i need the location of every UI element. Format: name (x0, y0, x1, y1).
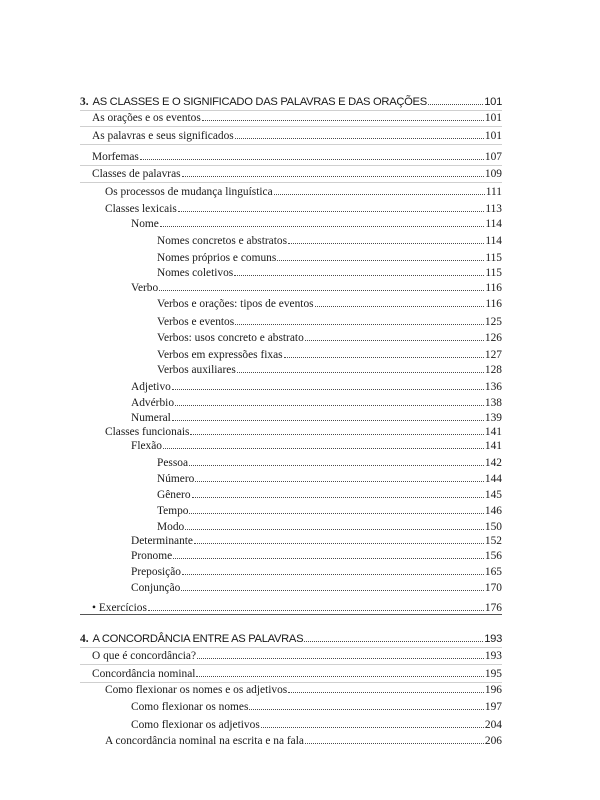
toc-entry-label: Número (157, 473, 195, 485)
toc-entry-page-number: 114 (485, 218, 502, 230)
toc-entry-label: Numeral (131, 412, 171, 424)
dot-leader (182, 574, 484, 575)
toc-entry-page-number: 107 (484, 151, 502, 163)
dot-leader (194, 543, 484, 544)
dot-leader (172, 389, 484, 390)
toc-entry-page-number: 156 (484, 550, 502, 562)
toc-entry-label: Tempo (157, 505, 189, 517)
toc-entry-label: Como flexionar os nomes e os adjetivos (105, 684, 288, 696)
toc-entry-page-number: 204 (484, 719, 502, 731)
dot-leader (189, 513, 483, 514)
toc-entry-page-number: 116 (485, 298, 502, 310)
toc-entry[interactable] (157, 360, 502, 376)
toc-chapter-entry[interactable] (80, 92, 502, 108)
dot-leader (189, 465, 484, 466)
chapter-divider (80, 614, 502, 615)
toc-entry-label: Os processos de mudança linguística (105, 186, 273, 198)
toc-entry[interactable] (157, 345, 502, 361)
dot-leader (181, 590, 484, 591)
toc-entry[interactable] (131, 377, 502, 393)
toc-entry[interactable] (92, 664, 502, 680)
toc-entry-label: Advérbio (131, 397, 175, 409)
toc-entry-label: Nomes concretos e abstratos (157, 235, 288, 247)
toc-entry-page-number: 101 (484, 112, 502, 124)
dot-leader (274, 194, 485, 195)
dot-leader (305, 743, 484, 744)
toc-entry-label: Verbo (131, 282, 159, 294)
dot-leader (195, 481, 484, 482)
toc-entry[interactable] (131, 436, 502, 452)
toc-entry[interactable] (157, 312, 502, 328)
toc-entry-page-number: 127 (484, 349, 502, 361)
toc-entry-page-number: 109 (484, 168, 502, 180)
toc-entry-page-number: 176 (484, 602, 502, 614)
dot-leader (178, 211, 485, 212)
dot-leader (190, 434, 483, 435)
dot-leader (234, 275, 484, 276)
toc-entry-label: Nomes coletivos (157, 267, 234, 279)
dot-leader (249, 709, 484, 710)
toc-entry[interactable] (131, 278, 502, 294)
toc-entry-page-number: 195 (484, 668, 502, 680)
toc-entry-page-number: 193 (484, 633, 502, 645)
toc-entry-label: Verbos em expressões fixas (157, 349, 283, 361)
dot-leader (305, 340, 484, 341)
toc-entry[interactable] (92, 164, 502, 180)
toc-entry-page-number: 128 (484, 364, 502, 376)
toc-entry-label: Adjetivo (131, 381, 171, 393)
toc-entry-page-number: 150 (484, 521, 502, 533)
toc-entry-label: Classes funcionais (105, 426, 190, 438)
toc-entry[interactable] (157, 453, 502, 469)
dot-leader (182, 176, 484, 177)
toc-entry-label: Preposição (131, 566, 181, 578)
toc-entry-label: Verbos e orações: tipos de eventos (157, 298, 314, 310)
toc-entry[interactable] (157, 263, 502, 279)
dot-leader (196, 676, 483, 677)
toc-entry-page-number: 206 (484, 735, 502, 747)
toc-entry-label: Classes de palavras (92, 168, 181, 180)
toc-entry-label: Conjunção (131, 582, 181, 594)
toc-entry-label: O que é concordância? (92, 650, 197, 662)
toc-entry[interactable] (131, 393, 502, 409)
toc-entry-page-number: 116 (485, 282, 502, 294)
dot-leader (197, 658, 484, 659)
toc-entry-label: Gênero (157, 489, 191, 501)
toc-entry-label: Como flexionar os nomes (131, 701, 249, 713)
toc-entry-page-number: 115 (485, 267, 502, 279)
dot-leader (428, 104, 483, 105)
toc-entry-page-number: 196 (484, 684, 502, 696)
toc-entry[interactable] (157, 485, 502, 501)
toc-entry-label: Como flexionar os adjetivos (131, 719, 260, 731)
dot-leader (315, 306, 485, 307)
toc-entry[interactable] (92, 646, 502, 662)
toc-entry-page-number: 145 (484, 489, 502, 501)
toc-entry-label: Nomes próprios e comuns (157, 252, 277, 264)
toc-entry-page-number: 126 (484, 332, 502, 344)
toc-entry-label: Concordância nominal (92, 668, 196, 680)
toc-entry-label: AS CLASSES E O SIGNIFICADO DAS PALAVRAS E DAS ORAÇÕES (92, 96, 427, 108)
toc-entry[interactable] (131, 578, 502, 594)
toc-entry-page-number: 136 (484, 381, 502, 393)
dot-leader (163, 448, 484, 449)
toc-entry-page-number: 111 (485, 186, 502, 198)
entry-underline-rule (80, 144, 502, 145)
toc-entry-label: Morfemas (92, 151, 139, 163)
toc-entry-page-number: 113 (485, 203, 502, 215)
toc-entry-label: Flexão (131, 440, 163, 452)
toc-entry[interactable] (131, 562, 502, 578)
dot-leader (277, 260, 484, 261)
dot-leader (185, 529, 484, 530)
dot-leader (304, 641, 483, 642)
dot-leader (148, 610, 484, 611)
toc-entry[interactable] (157, 294, 502, 310)
toc-entry[interactable] (157, 328, 502, 344)
dot-leader (284, 357, 484, 358)
toc-chapter-entry[interactable] (80, 629, 502, 645)
toc-entry[interactable] (131, 715, 502, 731)
dot-leader (160, 226, 484, 227)
toc-entry-page-number: 193 (484, 650, 502, 662)
dot-leader (288, 692, 484, 693)
toc-entry[interactable] (92, 108, 502, 124)
toc-entry-page-number: 144 (484, 473, 502, 485)
toc-entry[interactable] (157, 501, 502, 517)
dot-leader (237, 372, 484, 373)
toc-entry[interactable] (131, 546, 502, 562)
dot-leader (175, 405, 484, 406)
toc-entry[interactable] (131, 214, 502, 230)
chapter-number: 3. (80, 96, 89, 108)
toc-entry[interactable] (157, 469, 502, 485)
dot-leader (192, 497, 484, 498)
toc-entry-page-number: 141 (484, 440, 502, 452)
toc-entry-label: A concordância nominal na escrita e na fala (105, 735, 304, 747)
dot-leader (159, 290, 484, 291)
toc-entry[interactable] (105, 731, 502, 747)
toc-entry-label: • Exercícios (92, 602, 147, 614)
dot-leader (173, 558, 484, 559)
toc-entry-page-number: 146 (484, 505, 502, 517)
toc-entry-label: Nome (131, 218, 159, 230)
dot-leader (202, 120, 484, 121)
dot-leader (261, 727, 484, 728)
dot-leader (235, 324, 484, 325)
toc-entry-page-number: 125 (484, 316, 502, 328)
toc-entry[interactable] (92, 126, 502, 142)
dot-leader (172, 420, 484, 421)
toc-entry-page-number: 101 (484, 96, 502, 108)
toc-entry-page-number: 152 (484, 535, 502, 547)
chapter-number: 4. (80, 633, 89, 645)
toc-entry-label: Verbos: usos concreto e abstrato (157, 332, 304, 344)
toc-entry-page-number: 115 (485, 252, 502, 264)
toc-entry[interactable] (92, 598, 502, 614)
toc-entry[interactable] (92, 147, 502, 163)
toc-entry[interactable] (131, 697, 502, 713)
toc-entry[interactable] (105, 680, 502, 696)
toc-entry-page-number: 114 (485, 235, 502, 247)
toc-entry-page-number: 139 (484, 412, 502, 424)
toc-entry[interactable] (131, 531, 502, 547)
toc-entry-page-number: 138 (484, 397, 502, 409)
dot-leader (140, 159, 484, 160)
toc-entry[interactable] (157, 231, 502, 247)
toc-entry-page-number: 170 (484, 582, 502, 594)
toc-entry-label: As orações e os eventos (92, 112, 201, 124)
toc-entry-page-number: 165 (484, 566, 502, 578)
toc-entry-label: Verbos auxiliares (157, 364, 236, 376)
toc-entry[interactable] (157, 248, 502, 264)
toc-entry-page-number: 197 (484, 701, 502, 713)
toc-entry-label: A CONCORDÂNCIA ENTRE AS PALAVRAS (92, 633, 304, 645)
dot-leader (235, 138, 484, 139)
toc-entry-page-number: 142 (484, 457, 502, 469)
dot-leader (288, 243, 484, 244)
toc-entry-label: Verbos e eventos (157, 316, 235, 328)
toc-entry-label: Classes lexicais (105, 203, 177, 215)
toc-entry-page-number: 141 (484, 426, 502, 438)
toc-entry[interactable] (105, 182, 502, 198)
toc-entry-page-number: 101 (484, 130, 502, 142)
toc-entry-label: Pessoa (157, 457, 189, 469)
toc-entry-label: Modo (157, 521, 185, 533)
toc-entry-label: Pronome (131, 550, 173, 562)
toc-entry-label: As palavras e seus significados (92, 130, 234, 142)
toc-entry-label: Determinante (131, 535, 193, 547)
toc-entry[interactable] (105, 199, 502, 215)
